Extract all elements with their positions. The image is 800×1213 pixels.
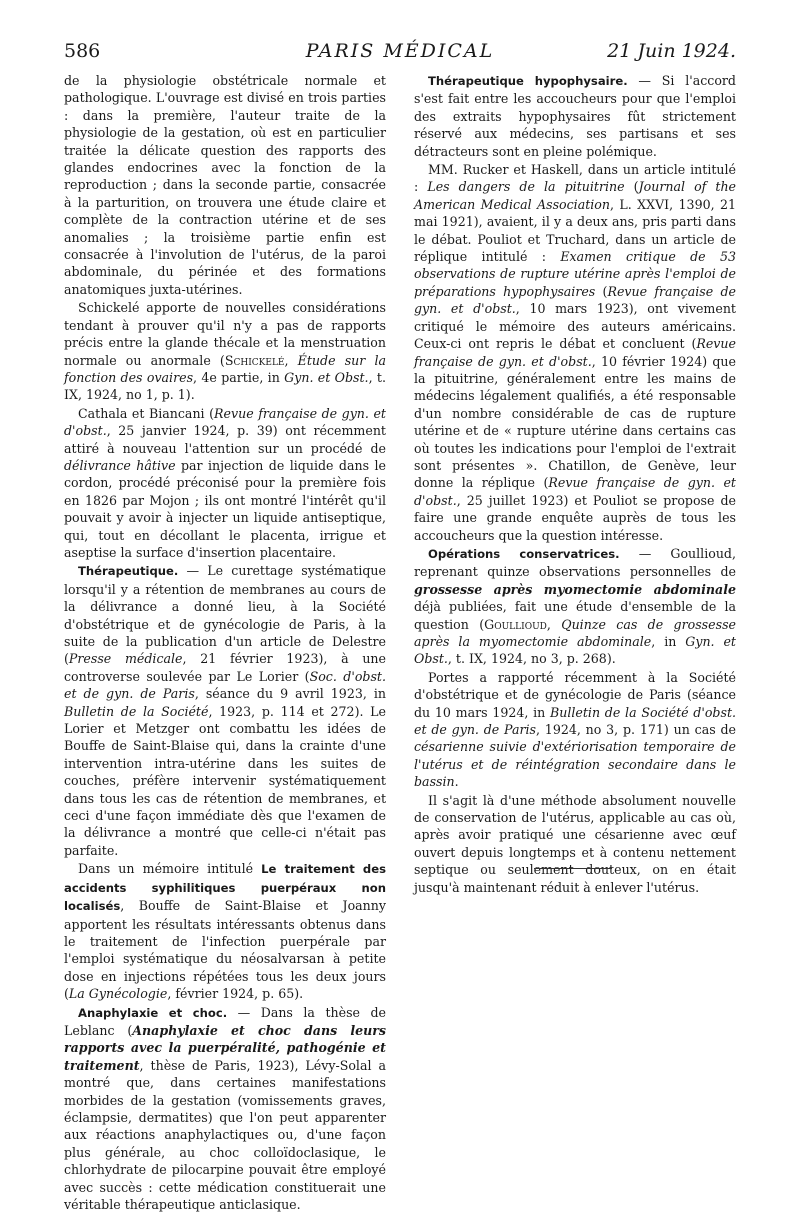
journal-ref: Bulletin de la Société <box>64 703 209 719</box>
section-heading: Anaphylaxie et choc. <box>78 1005 228 1020</box>
page-number: 586 <box>64 40 101 62</box>
paragraph-hypophysaire: Thérapeutique hypophysaire. — Si l'accord s'est fait entre les accoucheurs pour que l'emploi des extraits hypophysaires fût strictement réservé aux médecins, ses partisans et ses détracteurs sont en pleine polémique. <box>414 73 736 159</box>
journal-ref: Revue française de gyn. et d'obst. <box>414 336 736 369</box>
paragraph-conservatrices: Opérations conservatrices. — Goullioud, reprenant quinze observations personnelles de grossesse après myomectomie abdominale déjà publiées, fait une étude d'ensemble de la question (Goullioud, Quinze cas de grossesse après la myomectomie abdominale, in Gyn. et Obst., t. IX, 1924, no 3, p. 268). <box>414 545 736 667</box>
section-heading: Thérapeutique. <box>78 564 179 579</box>
term: grossesse après myomectomie abdominale <box>414 581 736 597</box>
issue-date: 21 Juin 1924. <box>607 40 736 62</box>
journal-title: PARIS MÉDICAL <box>305 40 495 62</box>
paragraph-methode: Il s'agit là d'une méthode absolument nouvelle de conservation de l'utérus, applicable au cas où, après avoir pratiqué une césarienne avec œuf ouvert depuis longtemps et à contenu nettement septique ou seulement douteux, on en était jusqu'à maintenant réduit à enlever l'utérus. <box>414 792 736 895</box>
section-divider <box>534 868 612 869</box>
paragraph-portes: Portes a rapporté récemment à la Société d'obstétrique et de gynécologie de Paris (séance du 10 mars 1924, in Bulletin de la Société d'obst. et de gyn. de Paris, 1924, no 3, p. 171) un cas de césarienne suivie d'extériorisation temporaire de l'utérus et de réintégration secondaire dans le bassin. <box>414 669 737 790</box>
term: délivrance hâtive <box>64 457 176 473</box>
article-title: Examen critique de 53 observations de rupture utérine après l'emploi de préparations hypophysaires <box>414 249 736 299</box>
paragraph-therapeutique: Thérapeutique. — Le curettage systématique lorsqu'il y a rétention de membranes au cours de la délivrance a donné lieu, à la Société d'obstétrique et de gynécologie de Paris, à la suite de la publication d'un article de Delestre (Presse médicale, 21 février 1923), à une controverse soulevée par Le Lorier (Soc. d'obst. et de gyn. de Paris, séance du 9 avril 1923, in Bulletin de la Société, 1923, p. 114 et 272). Le Lorier et Metzger ont combattu les idées de Bouffe de Saint-Blaise qui, dans la crainte d'une intervention intra-utérine dans les suites de couches, préfère intervenir systématiquement dans tous les cas de rétention de membranes, et ceci d'une façon immédiate dès que l'examen de la délivrance a montré que celle-ci n'était pas parfaite. <box>64 563 387 858</box>
paragraph-physiology: de la physiologie obstétricale normale et pathologique. L'ouvrage est divisé en trois parties : dans la première, l'auteur traite de la physiologie de la gestation, où est en particulier traitée la délicate question des rapports des glandes endocrines avec la fonction de la reproduction ; dans la seconde partie, consacrée à la parturition, on trouvera une étude claire et complète de la contraction utérine et de ses anomalies ; la troisième partie enfin est consacrée à l'involution de l'utérus, de la paroi abdominale, du périnée et des formations anatomiques juxta-utérines. <box>64 73 386 297</box>
right-column <box>414 72 736 896</box>
section-heading: Opérations conservatrices. <box>428 546 620 561</box>
paragraph-cathala: Cathala et Biancani (Revue française de gyn. et d'obst., 25 janvier 1924, p. 39) ont récemment attiré à nouveau l'attention sur un procédé de délivrance hâtive par injection de liquide dans le cordon, procédé préconisé pour la première fois en 1826 par Mojon ; ils ont montré l'intérêt qu'il pouvait y avoir à injecter un liquide antiseptique, qui, tout en décollant le placenta, irrigue et aseptise la surface d'insertion placentaire. <box>64 405 386 560</box>
paragraph-anaphylaxie: Anaphylaxie et choc. — Dans la thèse de Leblanc (Anaphylaxie et choc dans leurs rapports avec la puerpéralité, pathogénie et traitement, thèse de Paris, 1923), Lévy-Solal a montré que, dans certaines manifestations morbides de la gestation (vomissements graves, éclampsie, dermatites) que l'on peut apparenter aux réactions anaphylactiques ou, d'une façon plus générale, au choc colloïdoclasique, le chlorhydrate de pilocarpine pouvait être employé avec succès : cette médication constituerait une véritable thérapeutique anticlasique. <box>64 1004 386 1212</box>
journal-ref: Presse médicale <box>68 651 183 667</box>
journal-ref: Soc. d'obst. et de gyn. de Paris <box>64 668 387 702</box>
journal-ref: La Gynécologie <box>68 986 168 1002</box>
paragraph-schickele: Schickelé apporte de nouvelles considérations tendant à prouver qu'il n'y a pas de rapports précis entre la glande thécale et la menstruation normale ou anormale (Schickelé, Étude sur la fonction des ovaires, 4e partie, in Gyn. et Obst., t. IX, 1924, no 1, p. 1). <box>64 300 386 403</box>
left-column <box>64 72 386 1213</box>
author-name: Schickelé <box>224 352 285 368</box>
thesis-title: Anaphylaxie et choc dans leurs rapports avec la puerpéralité, pathogénie et traitement <box>64 1022 386 1073</box>
term: césarienne suivie d'extériorisation temporaire de l'utérus et de réintégration secondaire dans le bassin <box>414 739 736 790</box>
journal-ref: Revue française de gyn. et d'obst. <box>64 405 386 439</box>
author-name: Goullioud <box>484 616 547 632</box>
journal-ref: Revue française de gyn. et d'obst. <box>414 475 736 508</box>
section-heading: Thérapeutique hypophysaire. <box>428 74 628 88</box>
journal-ref: Journal of the American Medical Association <box>414 179 737 212</box>
journal-ref: Gyn. et Obst. <box>414 634 736 667</box>
journal-ref: Gyn. et Obst. <box>284 369 369 385</box>
article-title: Les dangers de la pituitrine <box>427 179 625 195</box>
journal-ref: Revue française de gyn. et d'obst. <box>414 283 736 317</box>
article-title: Quinze cas de grossesse après la myomectomie abdominale <box>414 616 736 649</box>
page-header <box>64 40 736 66</box>
paragraph-syphilis: Dans un mémoire intitulé Le traitement des accidents syphilitiques puerpéraux non localisés, Bouffe de Saint-Blaise et Joanny apportent les résultats intéressants obtenus dans le traitement de l'infection puerpérale par l'emploi systématique du néosalvarsan à petite dose en injections répétées tous les deux jours (La Gynécologie, février 1924, p. 65). <box>64 861 386 1002</box>
paragraph-rucker: MM. Rucker et Haskell, dans un article intitulé : Les dangers de la pituitrine (Journal of the American Medical Association, L. XXVI, 1390, 21 mai 1921), avaient, il y a deux ans, pris parti dans le débat. Pouliot et Truchard, dans un article de réplique intitulé : Examen critique de 53 observations de rupture utérine après l'emploi de préparations hypophysaires (Revue française de gyn. et d'obst., 10 mars 1923), ont vivement critiqué le mémoire des auteurs américains. Ceux-ci ont repris le débat et concluent (Revue française de gyn. et d'obst., 10 février 1924) que la pituitrine, généralement entre les mains de médecins légalement qualifiés, a été responsable d'un nombre considérable de cas de rupture utérine et de « rupture utérine dans certains cas où toutes les indications pour l'emploi de l'extrait sont présentes ». Chatillon, de Genève, leur donne la réplique (Revue française de gyn. et d'obst., 25 juillet 1923) et Pouliot se propose de faire une grande enquête auprès de tous les accoucheurs que la question intéresse. <box>414 162 737 543</box>
work-title: Étude sur la fonction des ovaires <box>64 352 386 385</box>
memoir-title: Le traitement des accidents syphilitiques puerpéraux non localisés <box>64 862 386 914</box>
journal-ref: Bulletin de la Société d'obst. et de gyn. de Paris <box>414 704 737 738</box>
